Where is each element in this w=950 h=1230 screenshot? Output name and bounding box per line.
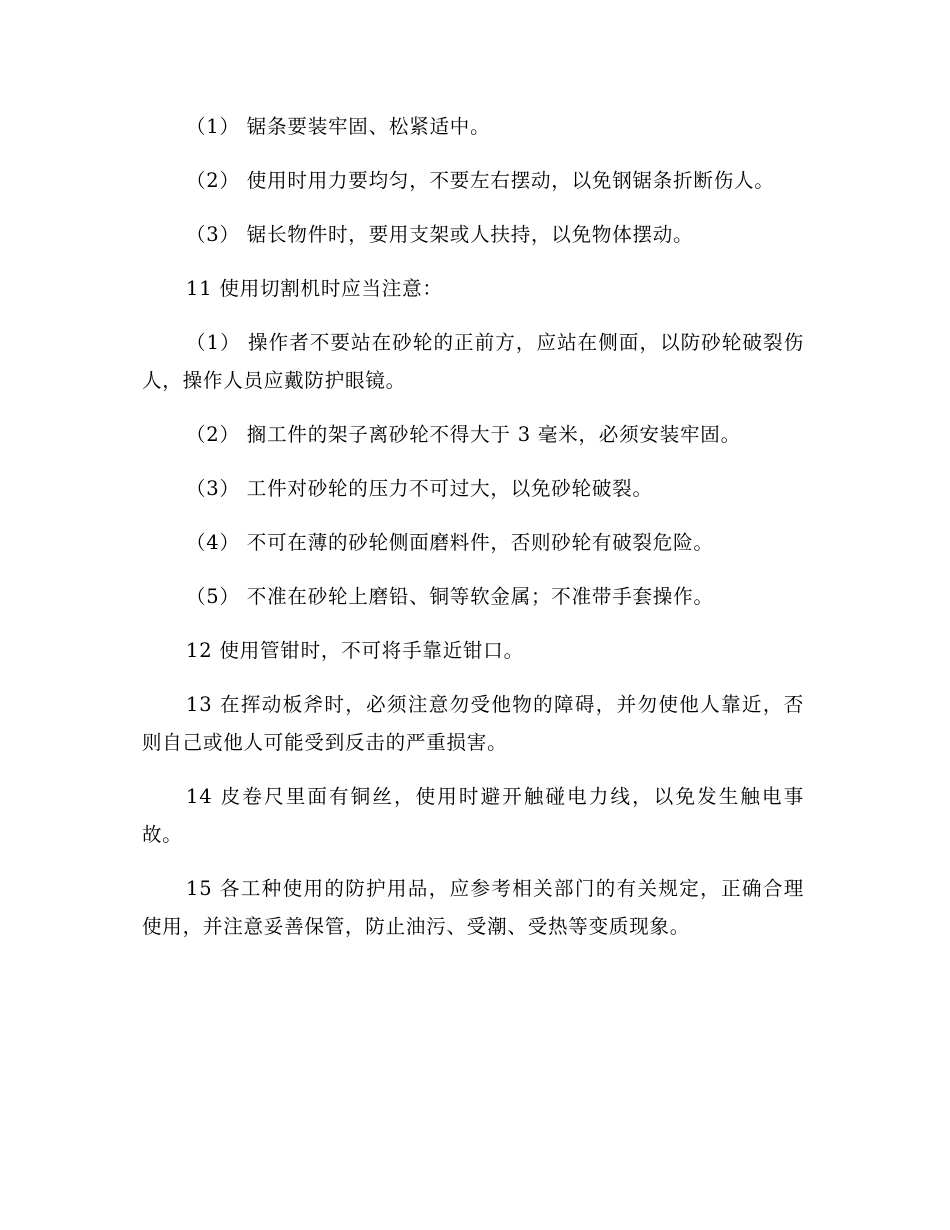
paragraph-cutter-thin-wheel-side: （4） 不可在薄的砂轮侧面磨料件，否则砂轮有破裂危险。 <box>186 531 714 554</box>
paragraph-cutter-soft-metals: （5） 不准在砂轮上磨铅、铜等软金属；不准带手套操作。 <box>186 585 714 608</box>
paragraph-hatchet: 13 在挥动板斧时，必须注意勿受他物的障碍，并勿使他人靠近，否则自己或他人可能受到反击的严重损害。 <box>142 693 804 754</box>
paragraph-saw-even-force: （2） 使用时用力要均匀，不要左右摆动，以免钢锯条折断伤人。 <box>186 169 775 192</box>
paragraph-saw-long-objects: （3） 锯长物件时，要用支架或人扶持，以免物体摆动。 <box>186 223 694 246</box>
paragraph-cutter-rest-distance: （2） 搁工件的架子离砂轮不得大于 3 毫米，必须安装牢固。 <box>186 423 741 446</box>
paragraph-protective-equipment: 15 各工种使用的防护用品，应参考相关部门的有关规定，正确合理使用，并注意妥善保管，防止油污、受潮、受热等变质现象。 <box>142 877 804 938</box>
section-heading-cutting-machine: 11 使用切割机时应当注意： <box>186 277 443 300</box>
paragraph-pipe-wrench: 12 使用管钳时，不可将手靠近钳口。 <box>186 639 524 662</box>
paragraph-cutter-pressure: （3） 工件对砂轮的压力不可过大，以免砂轮破裂。 <box>186 477 653 500</box>
document-body <box>142 108 804 962</box>
paragraph-cutter-operator-position: （1） 操作者不要站在砂轮的正前方，应站在侧面，以防砂轮破裂伤人，操作人员应戴防护眼镜。 <box>142 331 804 392</box>
paragraph-saw-blade-mounting: （1） 锯条要装牢固、松紧适中。 <box>186 115 491 138</box>
paragraph-tape-measure: 14 皮卷尺里面有铜丝，使用时避开触碰电力线，以免发生触电事故。 <box>142 785 804 846</box>
